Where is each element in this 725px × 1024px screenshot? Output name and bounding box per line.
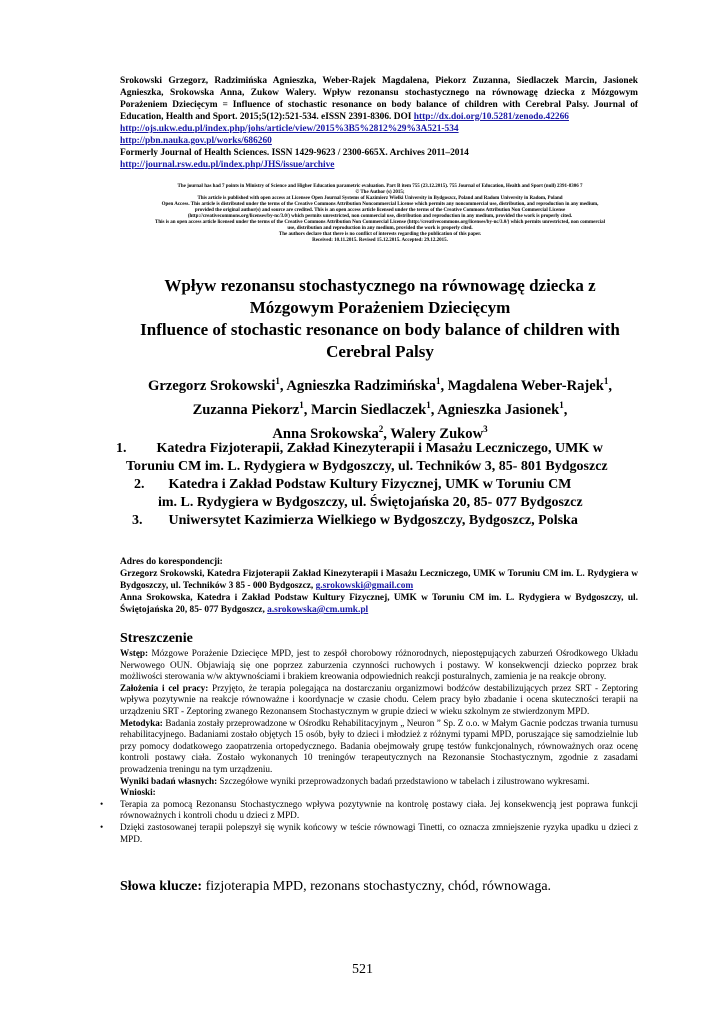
abstract-aims: Założenia i cel pracy: Przyjęto, że terapia polegająca na dostarczaniu organizmowi bodźców destabilizujących przez SRT - Zeptoring wpływa pozytywnie na reakcje równoważne i koordynacje w czasie chodu. Celem pracy było zbadanie i ocena skuteczności terapii na urządzeniu SRT - Zeptoring zwanego Rezonansem Stochastycznym w grupie dzieci w wieku szkolnym ze stwierdzonym MPD. [120, 682, 638, 716]
author-name: Magdalena Weber-Rajek [447, 377, 604, 394]
author-name: Anna Srokowska [272, 425, 379, 442]
bullet-icon: • [100, 821, 104, 832]
abstract-methods: Metodyka: Badania zostały przeprowadzone w Ośrodku Rehabilitacyjnym „ Neuron ” Sp. Z o.o. w Małym Gacnie podczas trwania turnusu rehabilitacyjnego. Badaniami zostało objętych 15 osób, były to dzieci i młodzież z różnymi typami MPD, poruszające się samodzielnie lub przy pomocy dodatkowego zaopatrzenia ortopedycznego. Badania obejmowały grupę testów funkcjonalnych, równoważnych oraz ocenę kontroli postawy ciała. Zostało wykonanych 10 treningów terapeutycznych na Rezonansie Stochastycznym, zgodnie z zasadami prowadzenia treningu na tym urządzeniu. [120, 717, 638, 774]
author-name: Zuzanna Piekorz [192, 401, 300, 418]
citation-text: Srokowski Grzegorz, Radzimińska Agnieszka, Weber-Rajek Magdalena, Piekorz Zuzanna, Siedlaczek Marcin, Jasionek Agnieszka, Srokowska Anna, Zukow Walery. Wpływ rezonansu stochastycznego na równowagę dziecka z Mózgowym Porażeniem Dziecięcym = Influence of stochastic resonance on body balance of children with Cerebral Palsy. Journal of Education, Health and Sport. 2015;5(12):521-534. eISSN 2391-8306. DOI [120, 76, 638, 122]
bullet-icon: • [100, 798, 104, 809]
license-fine-print: The journal has had 7 points in Ministry of Science and Higher Education parametric evaluation. Part B item 755 (23.12.2015). 755 Journal of Education, Health and Sport (null) 2391-8306 7 © The Author (s) 2015; This article is published with open access at Licensee Open Journal Systems of Kazimierz Wielki University in Bydgoszcz, Poland and Radom University in Radom, Poland Open Access. This article is distributed under the terms of the Creative Commons Attribution Noncommercial License which permits any noncommercial use, distribution, and reproduction in any medium, provided the original author(s) and source are credited. This is an open access article licensed under the terms of the Creative Commons Attribution Non Commercial License (http://creativecommons.org/licenses/by-nc/3.0/) which permits unrestricted, non commercial use, distribution and reproduction in any medium, provided the work is properly cited. This is an open access article licensed under the terms of the Creative Commons Attribution Non Commercial License (http://creativecommons.org/licenses/by-nc/3.0/) which permits unrestricted, non commercial use, distribution and reproduction in any medium, provided the work is properly cited. The authors declare that there is no conflict of interests regarding the publication of this paper. Received: 10.11.2015. Revised 15.12.2015. Accepted: 29.12.2015. [155, 184, 605, 243]
title-pl-line1: Wpływ rezonansu stochastycznego na równowagę dziecka z [164, 276, 596, 295]
archive-link[interactable]: http://journal.rsw.edu.pl/index.php/JHS/issue/archive [120, 160, 335, 170]
author-name: Marcin Siedlaczek [310, 401, 427, 418]
author-list: Grzegorz Srokowski$^1$, Agnieszka Radzimińska$^1$, Magdalena Weber-Rajek$^1$, Zuzanna Piekorz$^1$, Marcin Siedlaczek$^1$, Agnieszka Jasionek$^1$, Anna Srokowska$^2$, Walery Zukow$^3$ [147, 376, 613, 442]
conclusions-list [100, 798, 638, 845]
title-en-line2: Cerebral Palsy [326, 342, 434, 361]
author-name: Walery Zukow [390, 425, 484, 442]
abstract-intro: Wstęp: Mózgowe Porażenie Dziecięce MPD, jest to zespół chorobowy różnorodnych, niepostępujących zaburzeń Ośrodkowego Układu Nerwowego OUN. Objawiają się one poprzez zaburzenia czynności ruchowych i postawy. W konsekwencji dziecko poprzez brak możliwości sterowania w/w aktywnościami i brakiem kreowania odpowiednich reakcji posturalnych, zamienia je na reakcje obrony. [120, 648, 639, 682]
keywords-label: Słowa klucze: [120, 879, 203, 894]
abstract-conclusions-label: Wnioski: [120, 787, 156, 798]
abstract-results: Wyniki badań własnych: Szczegółowe wyniki przeprowadzonych badań przedstawiono w tabelach i zilustrowano wykresami. [120, 775, 590, 786]
doi-link[interactable]: http://dx.doi.org/10.5281/zenodo.42266 [413, 112, 569, 122]
correspondence-block: Adres do korespondencji: Grzegorz Srokowski, Katedra Fizjoterapii Zakład Kinezyterapii i Masażu Leczniczego, UMK w Toruniu CM im. L. Rydygiera w Bydgoszczy, ul. Techników 3 85 - 000 Bydgoszcz, g.srokowski@gmail.com Anna Srokowska, Katedra i Zakład Podstaw Kultury Fizycznej, UMK w Toruniu CM im. L. Rydygiera w Bydgoszczy, ul. Świętojańska 20, 85- 077 Bydgoszcz, a.srokowska@cm.umk.pl [120, 557, 638, 615]
affiliations: 1. Katedra Fizjoterapii, Zakład Kinezyterapii i Masażu Leczniczego, UMK w Toruniu CM im. L. Rydygiera w Bydgoszczy, ul. Techników 3, 85- 801 Bydgoszcz 2. Katedra i Zakład Podstaw Kultury Fizycznej, UMK w Toruniu CM im. L. Rydygiera w Bydgoszczy, ul. Świętojańska 20, 85- 077 Bydgoszcz 3. Uniwersytet Kazimierza Wielkiego w Bydgoszczy, Bydgoszcz, Polska [108, 440, 648, 530]
formerly-line: Formerly Journal of Health Sciences. ISSN 1429-9623 / 2300-665X. Archives 2011–2014 [120, 148, 469, 158]
list-item: • Terapia za pomocą Rezonansu Stochastycznego wpływa pozytywnie na kontrolę postawy ciała. Jej konsekwencją jest poprawa funkcji równoważnych i kontroli chodu u dzieci z MPD. [100, 798, 638, 821]
author-name: Agnieszka Radzimińska [286, 377, 436, 394]
affiliation-3: 3. Uniwersytet Kazimierza Wielkiego w Bydgoszczy, Bydgoszcz, Polska [132, 513, 578, 528]
keywords [120, 878, 638, 896]
title-en-line1: Influence of stochastic resonance on body balance of children with [140, 320, 620, 339]
affiliation-1: 1. Katedra Fizjoterapii, Zakład Kinezyterapii i Masażu Leczniczego, UMK w [116, 441, 603, 456]
abstract-heading: Streszczenie [120, 631, 193, 646]
citation-block [120, 75, 638, 171]
abstract-section [100, 630, 639, 845]
page-number: 521 [352, 962, 373, 977]
author-name: Grzegorz Srokowski [147, 377, 276, 394]
article-title [110, 275, 650, 363]
list-item: • Dzięki zastosowanej terapii polepszył się wynik końcowy w teście równowagi Tinetti, co oznacza zmniejszenie ryzyka upadku u dzieci z MPD. [100, 821, 638, 844]
pbn-link[interactable]: http://pbn.nauka.gov.pl/works/686260 [120, 136, 272, 146]
email-link-1[interactable]: g.srokowski@gmail.com [315, 581, 414, 591]
author-name: Agnieszka Jasionek [437, 401, 560, 418]
keywords-text: fizjoterapia MPD, rezonans stochastyczny, chód, równowaga. [205, 879, 552, 894]
correspondence-heading: Adres do korespondencji: [120, 557, 223, 567]
article-link[interactable]: http://ojs.ukw.edu.pl/index.php/johs/article/view/2015%3B5%2812%29%3A521-534 [120, 124, 459, 134]
email-link-2[interactable]: a.srokowska@cm.umk.pl [267, 605, 369, 615]
affiliation-2: 2. Katedra i Zakład Podstaw Kultury Fizycznej, UMK w Toruniu CM [134, 477, 572, 492]
title-pl-line2: Mózgowym Porażeniem Dziecięcym [249, 298, 511, 317]
